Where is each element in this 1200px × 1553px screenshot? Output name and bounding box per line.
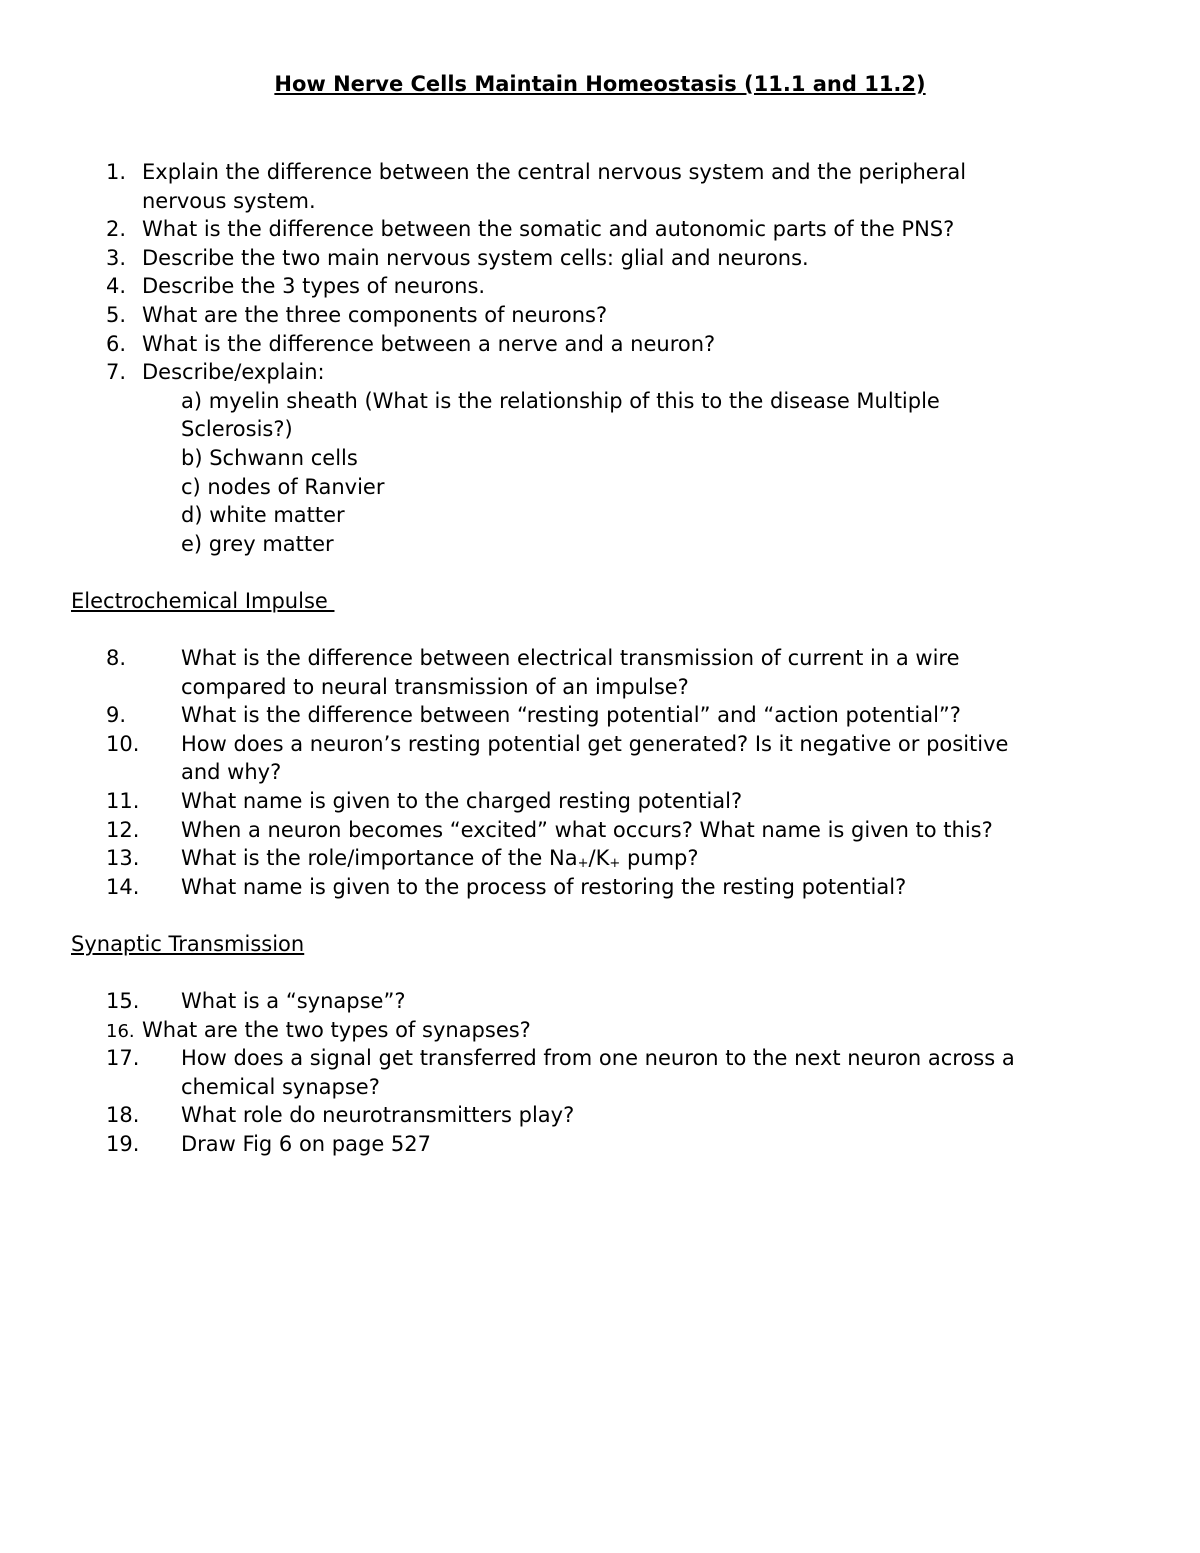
question-text: chemical synapse? <box>181 1074 380 1099</box>
question-text: How does a neuron’s resting potential get generated? Is it negative or positive <box>181 731 1009 756</box>
question-number: 19. <box>106 1131 140 1156</box>
question-item <box>0 215 1200 244</box>
question-list-2 <box>0 644 1200 901</box>
sodium-charge: + <box>577 856 589 872</box>
question-number: 4. <box>106 274 127 299</box>
question-item <box>0 244 1200 273</box>
question-number: 7. <box>106 360 127 385</box>
question-text: Explain the difference between the central nervous system and the peripheral <box>142 160 967 184</box>
question-text: What are the two types of synapses? <box>142 1017 531 1042</box>
question-item <box>0 1016 1200 1045</box>
question-number: 8. <box>106 646 127 670</box>
question-text-part: /K <box>588 846 610 871</box>
question-text: What name is given to the process of restoring the resting potential? <box>181 874 907 899</box>
question-item <box>0 1101 1200 1130</box>
question-number: 16. <box>106 1020 135 1042</box>
section-heading-electrochemical: Electrochemical Impulse <box>71 589 335 613</box>
question-item <box>0 301 1200 330</box>
question-text: What role do neurotransmitters play? <box>181 1103 575 1128</box>
page-title: How Nerve Cells Maintain Homeostasis (11.1 and 11.2) <box>274 72 926 96</box>
question-item <box>0 1130 1200 1159</box>
question-text: Draw Fig 6 on page 527 <box>181 1131 431 1156</box>
question-item <box>0 644 1200 701</box>
sub-item-text: d) white matter <box>181 503 345 528</box>
question-item <box>0 787 1200 816</box>
question-text: nervous system. <box>142 188 316 213</box>
sub-item-text: Sclerosis?) <box>181 417 293 442</box>
question-item <box>0 730 1200 787</box>
question-text: Describe the 3 types of neurons. <box>142 274 486 299</box>
question-text: What is the difference between the somatic and autonomic parts of the PNS? <box>142 217 955 242</box>
question-item <box>0 330 1200 359</box>
question-item <box>0 158 1200 215</box>
question-number: 13. <box>106 846 140 871</box>
question-number: 5. <box>106 302 127 327</box>
question-item <box>0 272 1200 301</box>
question-text: How does a signal get transferred from one neuron to the next neuron across a <box>181 1046 1015 1071</box>
question-text: What name is given to the charged resting potential? <box>181 788 743 813</box>
question-item <box>0 816 1200 845</box>
question-number: 3. <box>106 245 127 270</box>
question-text: When a neuron becomes “excited” what occurs? What name is given to this? <box>181 817 993 842</box>
question-number: 17. <box>106 1046 140 1071</box>
question-number: 11. <box>106 788 140 813</box>
question-item <box>0 1044 1200 1101</box>
question-list-1 <box>0 158 1200 558</box>
question-item <box>0 873 1200 902</box>
question-number: 9. <box>106 703 127 728</box>
question-text: compared to neural transmission of an impulse? <box>181 674 689 699</box>
question-number: 12. <box>106 817 140 842</box>
question-number: 6. <box>106 331 127 356</box>
question-number: 10. <box>106 731 140 756</box>
question-item <box>0 844 1200 873</box>
sub-item-text: e) grey matter <box>181 531 334 556</box>
question-number: 14. <box>106 874 140 899</box>
question-text: What is the difference between a nerve and a neuron? <box>142 331 716 356</box>
section-heading-synaptic: Synaptic Transmission <box>71 932 305 956</box>
question-text-part: What is the role/importance of the Na <box>181 846 578 871</box>
potassium-charge: + <box>609 856 621 872</box>
question-number: 18. <box>106 1103 140 1128</box>
question-text: Describe the two main nervous system cells: glial and neurons. <box>142 245 809 270</box>
question-text: What is the difference between electrical transmission of current in a wire <box>181 646 960 670</box>
sub-item <box>0 501 1200 530</box>
question-text: What is the difference between “resting potential” and “action potential”? <box>181 703 961 728</box>
question-item <box>0 358 1200 387</box>
question-text-part: pump? <box>620 846 699 871</box>
question-text: and why? <box>181 760 282 785</box>
question-number: 15. <box>106 989 140 1013</box>
sub-item <box>0 530 1200 559</box>
question-text: Describe/explain: <box>142 360 325 385</box>
question-text: What is a “synapse”? <box>181 989 406 1013</box>
sub-item <box>0 387 1200 444</box>
sub-item-text: b) Schwann cells <box>181 445 358 470</box>
question-number: 2. <box>106 217 127 242</box>
question-list-3 <box>0 987 1200 1159</box>
sub-item-text: c) nodes of Ranvier <box>181 474 385 499</box>
sub-item <box>0 444 1200 473</box>
sub-item-text: a) myelin sheath (What is the relationship of this to the disease Multiple <box>181 388 940 413</box>
question-text: What are the three components of neurons? <box>142 302 608 327</box>
question-number: 1. <box>106 160 127 184</box>
question-item <box>0 701 1200 730</box>
question-item <box>0 987 1200 1016</box>
sub-item <box>0 473 1200 502</box>
